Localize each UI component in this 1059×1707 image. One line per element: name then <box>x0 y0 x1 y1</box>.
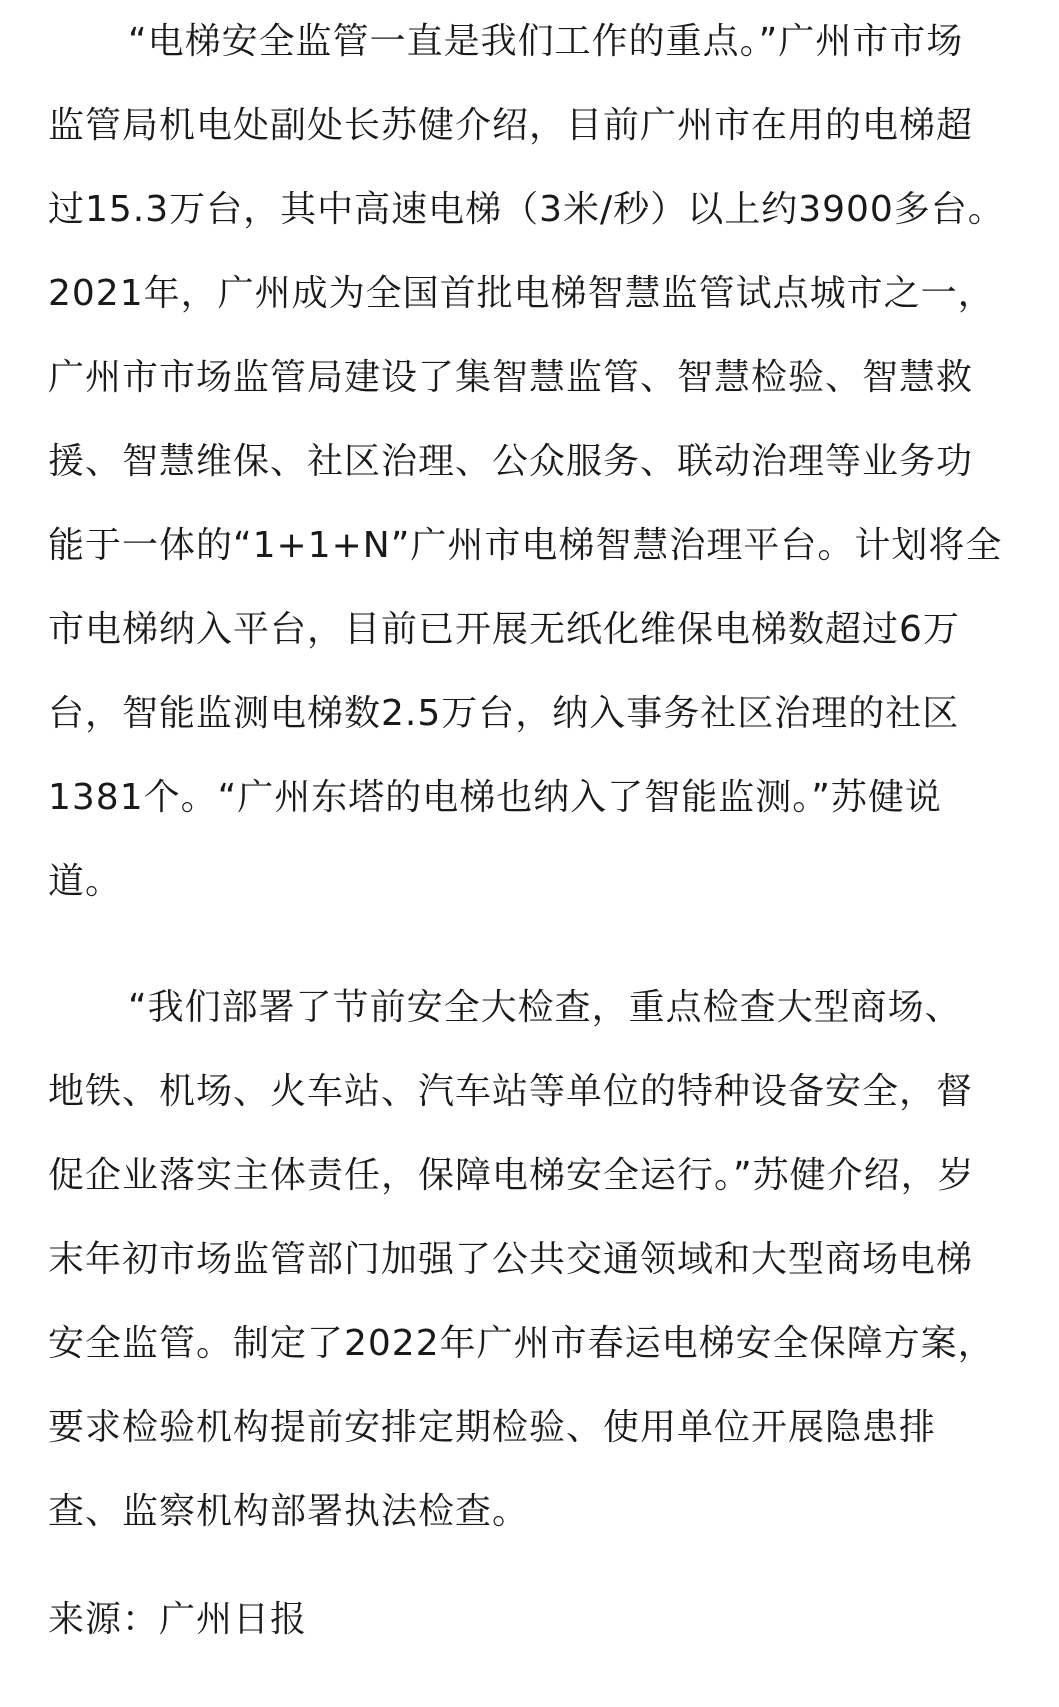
text-line: 监管局机电处副处长苏健介绍，目前广州市在用的电梯超 <box>48 105 974 146</box>
text-line: 查、监察机构部署执法检查。 <box>48 1491 530 1532</box>
text-line: 末年初市场监管部门加强了公共交通领域和大型商场电梯 <box>48 1239 974 1280</box>
text-line: “电梯安全监管一直是我们工作的重点。”广州市市场 <box>128 21 964 62</box>
text-line: 2021年，广州成为全国首批电梯智慧监管试点城市之一， <box>48 273 995 314</box>
text-line: 安全监管。制定了2022年广州市春运电梯安全保障方案， <box>48 1323 995 1364</box>
paragraph-2 <box>48 966 1028 1554</box>
article-body <box>48 0 1028 1662</box>
source-credit: 来源：广州日报 <box>48 1599 308 1640</box>
paragraph-spacer <box>48 924 1028 966</box>
text-line: 过15.3万台，其中高速电梯（3米/秒）以上约3900多台。 <box>48 189 1005 230</box>
text-line: 要求检验机构提前安排定期检验、使用单位开展隐患排 <box>48 1407 937 1448</box>
paragraph-1 <box>48 0 1028 924</box>
paragraph-spacer <box>48 1554 1028 1578</box>
text-line: 促企业落实主体责任，保障电梯安全运行。”苏健介绍，岁 <box>48 1155 975 1196</box>
text-line: 1381个。“广州东塔的电梯也纳入了智能监测。”苏健说 <box>48 777 942 818</box>
text-line: 道。 <box>48 861 123 902</box>
text-line: 能于一体的“1+1+N”广州市电梯智慧治理平台。计划将全 <box>48 525 1003 566</box>
text-line: 广州市市场监管局建设了集智慧监管、智慧检验、智慧救 <box>48 357 974 398</box>
text-line: 市电梯纳入平台，目前已开展无纸化维保电梯数超过6万 <box>48 609 960 650</box>
text-line: 地铁、机场、火车站、汽车站等单位的特种设备安全，督 <box>48 1071 974 1112</box>
text-line: 援、智慧维保、社区治理、公众服务、联动治理等业务功 <box>48 441 974 482</box>
text-line: 台，智能监测电梯数2.5万台，纳入事务社区治理的社区 <box>48 693 960 734</box>
text-line: “我们部署了节前安全大检查，重点检查大型商场、 <box>128 987 962 1028</box>
